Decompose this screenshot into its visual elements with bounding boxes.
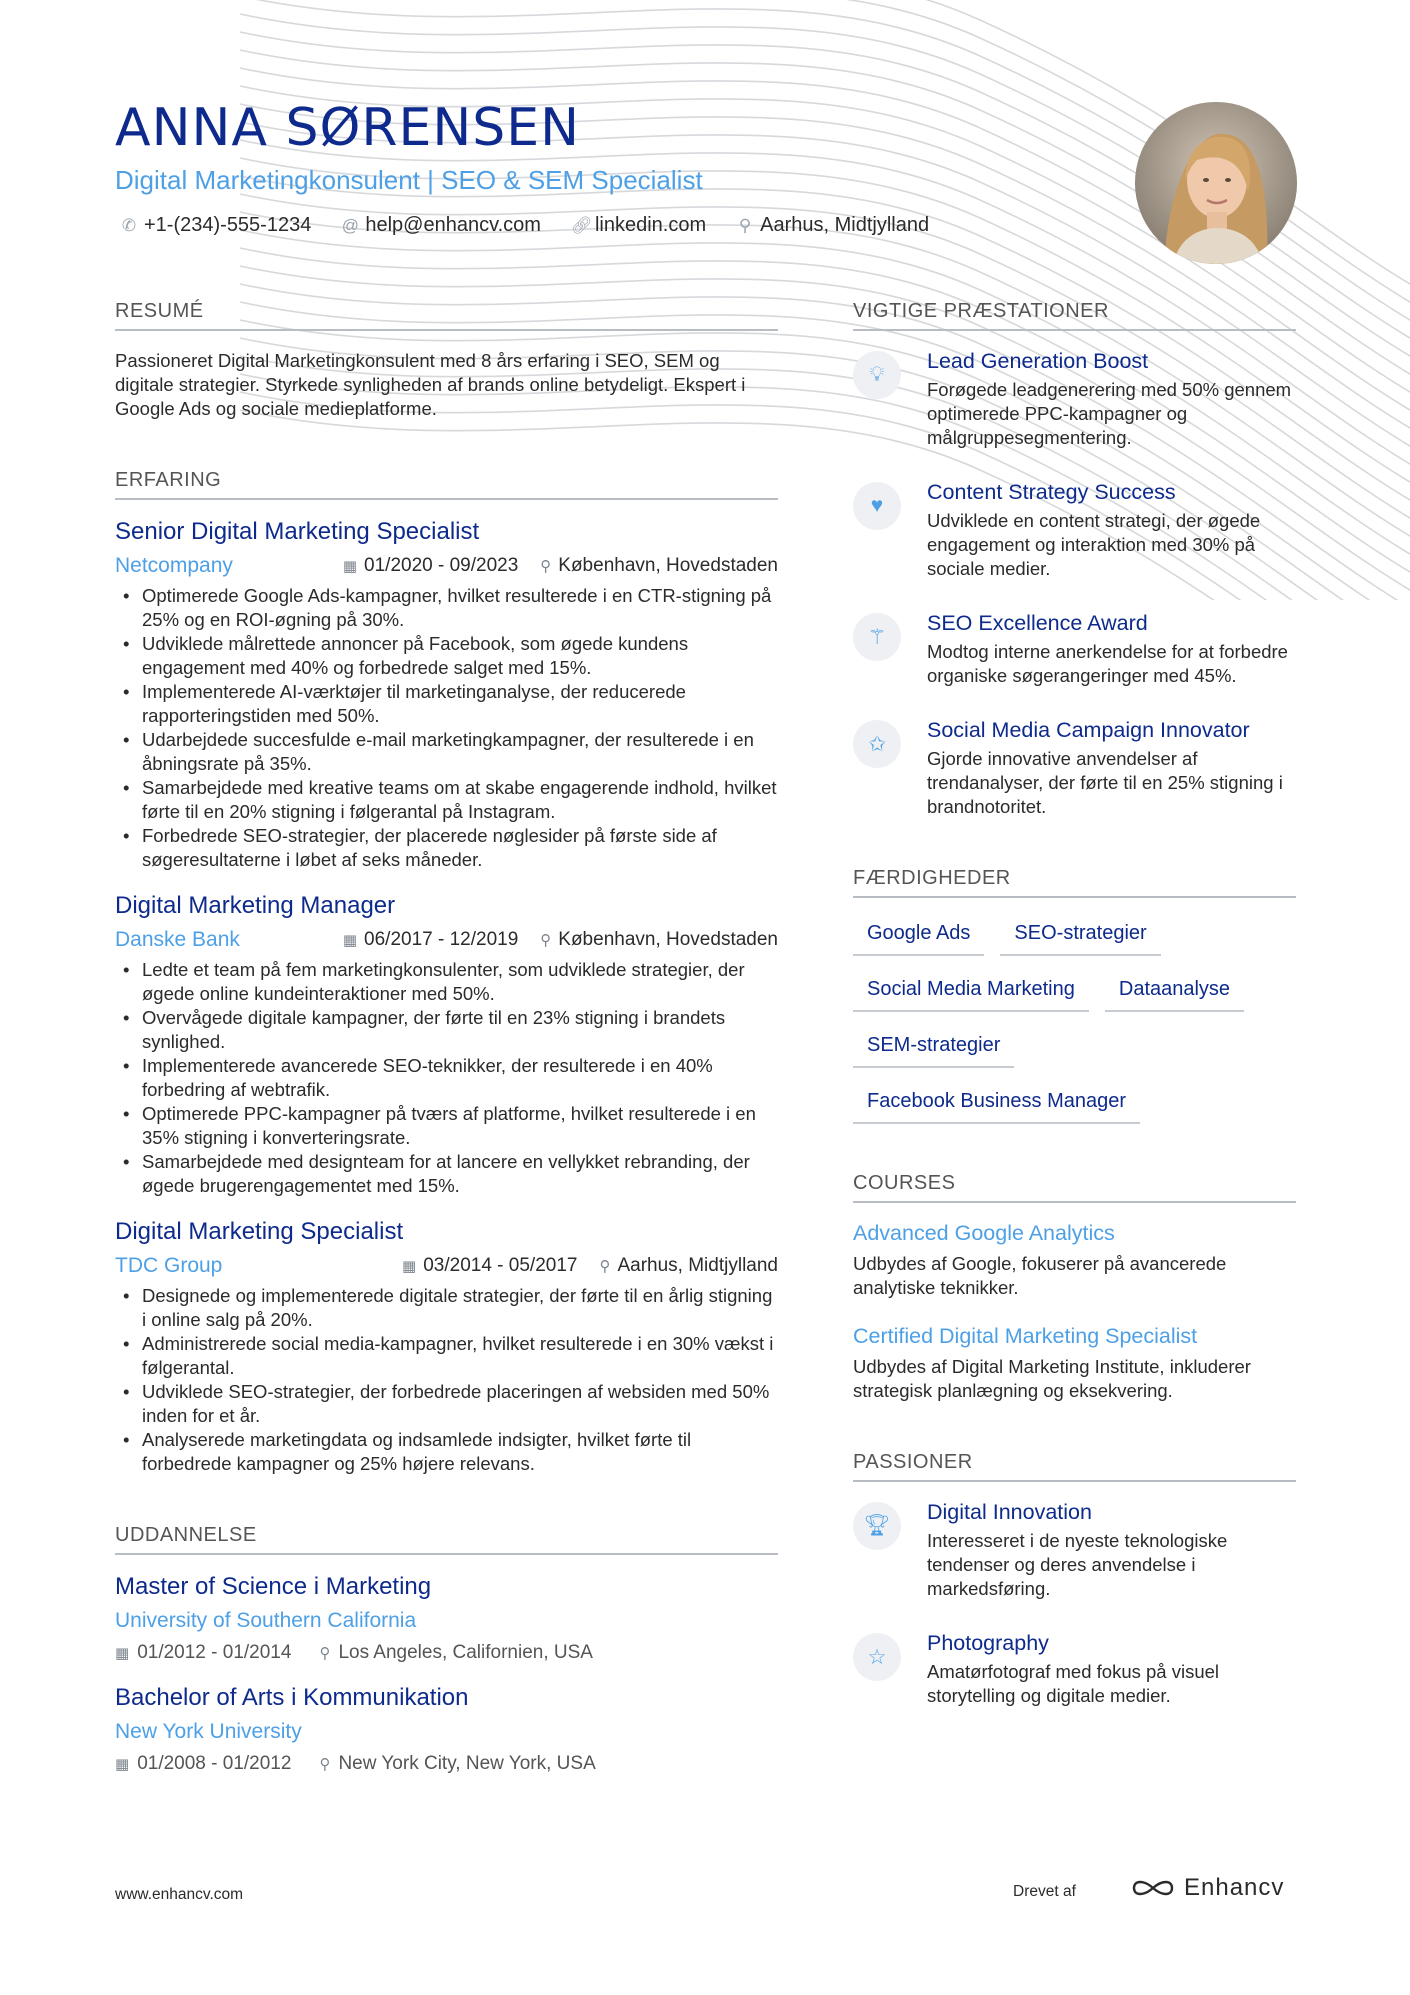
job-location: København, Hovedstaden — [558, 555, 778, 576]
candidate-name: ANNA SØRENSEN — [115, 98, 581, 158]
location-pin-icon: ⚲ — [540, 558, 552, 575]
passion-item — [853, 1500, 1296, 1601]
star-icon: ☆ — [853, 1633, 901, 1681]
enhancv-logo[interactable] — [1130, 1874, 1284, 1902]
section-heading-courses: COURSES — [853, 1172, 1296, 1203]
contact-phone[interactable]: ✆ +1-(234)-555-1234 — [121, 214, 312, 236]
achievement-description: Forøgede leadgenerering med 50% gennem optimerede PPC-kampagner og målgruppesegmentering. — [927, 379, 1292, 448]
achievement-item — [853, 718, 1296, 819]
achievement-title: Lead Generation Boost — [927, 349, 1149, 373]
list-item: • Udarbejdede succesfulde e-mail marketingkampagner, der resulterede i en åbningsrate på 35%. — [115, 728, 778, 776]
calendar-icon: ▦ — [342, 558, 358, 575]
contact-email[interactable]: @ help@enhancv.com — [341, 214, 541, 236]
left-column — [115, 300, 778, 1775]
education-dates: 01/2012 - 01/2014 — [137, 1642, 292, 1663]
skill-tag: Dataanalyse — [1105, 970, 1244, 1012]
skill-tag: SEO-strategier — [1000, 914, 1160, 956]
degree-title: Bachelor of Arts i Kommunikation — [115, 1684, 469, 1711]
course-title: Advanced Google Analytics — [853, 1221, 1115, 1245]
job-dates: 01/2020 - 09/2023 — [364, 555, 519, 576]
list-item: • Implementerede AI-værktøjer til marketinganalyse, der reducerede rapporteringstiden med 50%. — [115, 680, 778, 728]
star-badge-icon: ✩ — [853, 720, 901, 768]
job-dates: 03/2014 - 05/2017 — [423, 1255, 578, 1276]
achievement-item — [853, 611, 1296, 688]
list-item: • Implementerede avancerede SEO-teknikker, der resulterede i en 40% forbedring af webtrafik. — [115, 1054, 778, 1102]
job-title: Digital Marketing Specialist — [115, 1218, 404, 1245]
summary-text: Passioneret Digital Marketingkonsulent med 8 års erfaring i SEO, SEM og digitale strategier. Styrkede synligheden af brands online betydeligt. Ekspert i Google Ads og sociale medieplatforme. — [115, 350, 746, 419]
contact-location: ⚲ Aarhus, Midtjylland — [736, 214, 929, 237]
section-heading-passions: PASSIONER — [853, 1451, 1296, 1482]
location-pin-icon: ⚲ — [599, 1258, 611, 1275]
company-name: Netcompany — [115, 554, 233, 577]
lightbulb-icon: 💡︎ — [853, 351, 901, 399]
section-heading-summary: RESUMÉ — [115, 300, 778, 331]
calendar-icon: ▦ — [115, 1645, 130, 1662]
footer-website[interactable]: www.enhancv.com — [115, 1886, 244, 1903]
job-entry — [115, 1218, 778, 1476]
footer-powered-by: Drevet af — [1013, 1883, 1076, 1900]
school-name: New York University — [115, 1720, 302, 1743]
education-entry — [115, 1684, 778, 1775]
calendar-icon: ▦ — [402, 1258, 417, 1275]
achievement-item — [853, 349, 1296, 450]
list-item: • Samarbejdede med kreative teams om at skabe engagerende indhold, hvilket førte til en 20% stigning i følgerantal på Instagram. — [115, 776, 778, 824]
passion-title: Digital Innovation — [927, 1500, 1092, 1524]
company-name: Danske Bank — [115, 928, 240, 951]
calendar-icon: ▦ — [115, 1756, 130, 1773]
course-title: Certified Digital Marketing Specialist — [853, 1324, 1198, 1348]
section-heading-education: UDDANNELSE — [115, 1524, 778, 1555]
school-name: University of Southern California — [115, 1609, 417, 1632]
at-icon: @ — [341, 215, 359, 235]
candidate-title: Digital Marketingkonsulent | SEO & SEM Specialist — [115, 165, 703, 195]
achievement-description: Udviklede en content strategi, der øgede engagement og interaktion med 30% på sociale medier. — [927, 510, 1261, 579]
list-item: • Optimerede PPC-kampagner på tværs af platforme, hvilket resulterede i en 35% stigning i konverteringsrate. — [115, 1102, 778, 1150]
course-item — [853, 1221, 1296, 1300]
passion-description: Amatørfotograf med fokus på visuel storytelling og digitale medier. — [927, 1661, 1220, 1706]
location-pin-icon: ⚲ — [319, 1645, 331, 1662]
job-location: Aarhus, Midtjylland — [617, 1255, 778, 1276]
enhancv-logo-icon — [1130, 1876, 1176, 1900]
section-heading-skills: FÆRDIGHEDER — [853, 867, 1296, 898]
skill-tag: Google Ads — [853, 914, 984, 956]
course-description: Udbydes af Digital Marketing Institute, inkluderer strategisk planlægning og eksekvering. — [853, 1356, 1251, 1401]
job-dates: 06/2017 - 12/2019 — [364, 929, 519, 950]
passion-title: Photography — [927, 1631, 1049, 1655]
phone-icon: ✆ — [121, 215, 137, 235]
skill-tag: Facebook Business Manager — [853, 1082, 1140, 1124]
brand-name: Enhancv — [1184, 1874, 1285, 1901]
degree-title: Master of Science i Marketing — [115, 1573, 432, 1600]
list-item: • Forbedrede SEO-strategier, der placerede nøglesider på første side af søgeresultaterne i løbet af seks måneder. — [115, 824, 778, 872]
job-entry — [115, 892, 778, 1198]
passion-item — [853, 1631, 1296, 1708]
achievement-title: Content Strategy Success — [927, 480, 1176, 504]
location-pin-icon: ⚲ — [319, 1756, 331, 1773]
calendar-icon: ▦ — [342, 932, 358, 949]
achievement-title: SEO Excellence Award — [927, 611, 1148, 635]
list-item: • Administrerede social media-kampagner, hvilket resulterede i en 30% vækst i følgerantal. — [115, 1332, 778, 1380]
education-location: New York City, New York, USA — [338, 1753, 596, 1774]
location-pin-icon: ⚲ — [738, 215, 752, 235]
location-pin-icon: ⚲ — [540, 932, 552, 949]
education-dates: 01/2008 - 01/2012 — [137, 1753, 292, 1774]
list-item: • Udviklede SEO-strategier, der forbedrede placeringen af websiden med 50% inden for et år. — [115, 1380, 778, 1428]
list-item: • Designede og implementerede digitale strategier, der førte til en årlig stigning i online salg på 20%. — [115, 1284, 778, 1332]
list-item: • Analyserede marketingdata og indsamlede indsigter, hvilket førte til forbedrede kampagner og 25% højere relevans. — [115, 1428, 778, 1476]
achievement-title: Social Media Campaign Innovator — [927, 718, 1250, 742]
achievement-item — [853, 480, 1296, 581]
trophy-icon: 🏆︎ — [853, 1502, 901, 1550]
list-item: • Optimerede Google Ads-kampagner, hvilket resulterede i en CTR-stigning på 25% og en ROI-øgning på 30%. — [115, 584, 778, 632]
magic-wand-icon: ⚚ — [853, 613, 901, 661]
course-item — [853, 1324, 1296, 1403]
job-location: København, Hovedstaden — [558, 929, 778, 950]
job-title: Senior Digital Marketing Specialist — [115, 518, 480, 545]
course-description: Udbydes af Google, fokuserer på avancerede analytiske teknikker. — [853, 1253, 1227, 1298]
skill-tag: Social Media Marketing — [853, 970, 1089, 1012]
list-item: • Samarbejdede med designteam for at lancere en vellykket rebranding, der øgede brugerengagementet med 15%. — [115, 1150, 778, 1198]
list-item: • Udviklede målrettede annoncer på Facebook, som øgede kundens engagement med 40% og forbedrede salget med 15%. — [115, 632, 778, 680]
list-item: • Ledte et team på fem marketingkonsulenter, som udviklede strategier, der øgede online kundeinteraktioner med 50%. — [115, 958, 778, 1006]
profile-photo — [1135, 102, 1297, 264]
education-entry — [115, 1573, 778, 1664]
job-title: Digital Marketing Manager — [115, 892, 396, 919]
contact-info — [120, 214, 929, 237]
list-item: • Overvågede digitale kampagner, der førte til en 23% stigning i brandets synlighed. — [115, 1006, 778, 1054]
passion-description: Interesseret i de nyeste teknologiske tendenser og deres anvendelse i markedsføring. — [927, 1530, 1228, 1599]
achievement-description: Gjorde innovative anvendelser af trendanalyser, der førte til en 25% stigning i brandnotoritet. — [927, 748, 1283, 817]
link-icon: 🔗︎ — [570, 215, 593, 235]
skill-tag: SEM-strategier — [853, 1026, 1014, 1068]
skills-list — [853, 914, 1296, 1138]
section-heading-experience: ERFARING — [115, 469, 778, 500]
contact-linkedin[interactable]: 🔗︎ linkedin.com — [570, 214, 707, 236]
heart-icon: ♥ — [853, 482, 901, 530]
job-entry — [115, 518, 778, 872]
section-heading-achievements: VIGTIGE PRÆSTATIONER — [853, 300, 1296, 331]
right-column — [853, 300, 1296, 1708]
company-name: TDC Group — [115, 1254, 223, 1277]
education-location: Los Angeles, Californien, USA — [338, 1642, 593, 1663]
achievement-description: Modtog interne anerkendelse for at forbedre organiske søgerangeringer med 45%. — [927, 641, 1288, 686]
